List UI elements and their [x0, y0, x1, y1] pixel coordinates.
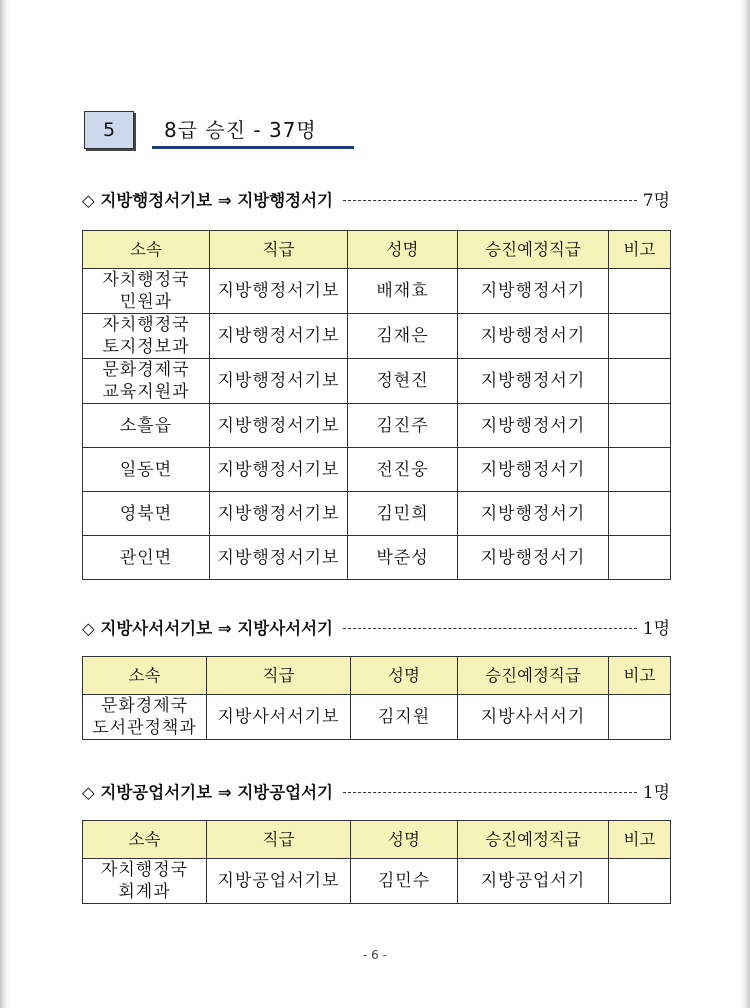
cell-promoted-rank: 지방행정서기	[458, 314, 609, 359]
page-edge-right	[740, 0, 750, 1008]
cell-promoted-rank: 지방행정서기	[458, 536, 609, 580]
cell-rank: 지방사서서기보	[207, 695, 351, 740]
col-promoted-rank: 승진예정직급	[458, 231, 609, 269]
section-1-label: ◇ 지방행정서기보 ⇒ 지방행정서기	[82, 190, 333, 210]
section-3-table	[82, 820, 671, 904]
cell-affiliation: 소흘읍	[83, 404, 210, 448]
cell-rank: 지방행정서기보	[210, 492, 348, 536]
cell-affiliation: 문화경제국 교육지원과	[83, 359, 210, 404]
cell-affiliation: 영북면	[83, 492, 210, 536]
cell-affiliation: 일동면	[83, 448, 210, 492]
section-2-leader	[343, 628, 637, 629]
col-remarks: 비고	[609, 657, 671, 695]
col-promoted-rank: 승진예정직급	[458, 821, 609, 859]
cell-affiliation: 자치행정국 민원과	[83, 269, 210, 314]
cell-promoted-rank: 지방사서서기	[458, 695, 609, 740]
cell-name: 정현진	[348, 359, 458, 404]
cell-affiliation: 관인면	[83, 536, 210, 580]
table-row	[83, 404, 671, 448]
cell-remarks	[609, 269, 671, 314]
table-row	[83, 536, 671, 580]
cell-promoted-rank: 지방행정서기	[458, 359, 609, 404]
section-3-label: ◇ 지방공업서기보 ⇒ 지방공업서기	[82, 782, 333, 802]
cell-rank: 지방행정서기보	[210, 448, 348, 492]
cell-remarks	[609, 859, 671, 904]
col-rank: 직급	[207, 821, 351, 859]
section-1-header	[82, 186, 670, 211]
cell-affiliation: 자치행정국 토지정보과	[83, 314, 210, 359]
section-2-header	[82, 614, 670, 639]
table-header-row	[83, 657, 671, 695]
cell-promoted-rank: 지방공업서기	[458, 859, 609, 904]
table-row	[83, 492, 671, 536]
cell-remarks	[609, 359, 671, 404]
col-name: 성명	[351, 657, 458, 695]
cell-rank: 지방행정서기보	[210, 359, 348, 404]
section-3-header	[82, 778, 670, 803]
cell-name: 김진주	[348, 404, 458, 448]
cell-name: 김민희	[348, 492, 458, 536]
table-row	[83, 448, 671, 492]
heading-title: 8급 승진 - 37명	[152, 110, 354, 149]
col-affiliation: 소속	[83, 657, 207, 695]
cell-rank: 지방행정서기보	[210, 269, 348, 314]
section-1-leader	[343, 200, 637, 201]
col-remarks: 비고	[609, 231, 671, 269]
col-name: 성명	[351, 821, 458, 859]
section-heading	[84, 110, 354, 149]
cell-name: 김민수	[351, 859, 458, 904]
table-row	[83, 859, 671, 904]
table-row	[83, 269, 671, 314]
table-row	[83, 695, 671, 740]
cell-remarks	[609, 492, 671, 536]
table-row	[83, 359, 671, 404]
cell-remarks	[609, 695, 671, 740]
cell-name: 배재효	[348, 269, 458, 314]
cell-name: 김지원	[351, 695, 458, 740]
cell-rank: 지방공업서기보	[207, 859, 351, 904]
cell-name: 박준성	[348, 536, 458, 580]
cell-remarks	[609, 448, 671, 492]
page-edge-left	[0, 0, 10, 1008]
section-2-label: ◇ 지방사서서기보 ⇒ 지방사서서기	[82, 618, 333, 638]
col-rank: 직급	[210, 231, 348, 269]
section-3-leader	[343, 792, 637, 793]
table-header-row	[83, 821, 671, 859]
cell-remarks	[609, 536, 671, 580]
cell-rank: 지방행정서기보	[210, 314, 348, 359]
cell-remarks	[609, 404, 671, 448]
page-number: - 6 -	[363, 948, 387, 962]
section-2-table	[82, 656, 671, 740]
cell-remarks	[609, 314, 671, 359]
cell-affiliation: 자치행정국 회계과	[83, 859, 207, 904]
cell-promoted-rank: 지방행정서기	[458, 269, 609, 314]
section-1-table	[82, 230, 671, 580]
cell-name: 김재은	[348, 314, 458, 359]
table-row	[83, 314, 671, 359]
col-promoted-rank: 승진예정직급	[458, 657, 609, 695]
col-affiliation: 소속	[83, 821, 207, 859]
cell-rank: 지방행정서기보	[210, 404, 348, 448]
heading-number-box: 5	[84, 111, 134, 149]
cell-promoted-rank: 지방행정서기	[458, 404, 609, 448]
table-header-row	[83, 231, 671, 269]
cell-promoted-rank: 지방행정서기	[458, 448, 609, 492]
section-2-count: 1명	[642, 619, 670, 639]
col-rank: 직급	[207, 657, 351, 695]
cell-name: 전진웅	[348, 448, 458, 492]
section-3-count: 1명	[642, 783, 670, 803]
cell-rank: 지방행정서기보	[210, 536, 348, 580]
col-name: 성명	[348, 231, 458, 269]
cell-affiliation: 문화경제국 도서관정책과	[83, 695, 207, 740]
col-affiliation: 소속	[83, 231, 210, 269]
section-1-count: 7명	[642, 191, 670, 211]
col-remarks: 비고	[609, 821, 671, 859]
cell-promoted-rank: 지방행정서기	[458, 492, 609, 536]
